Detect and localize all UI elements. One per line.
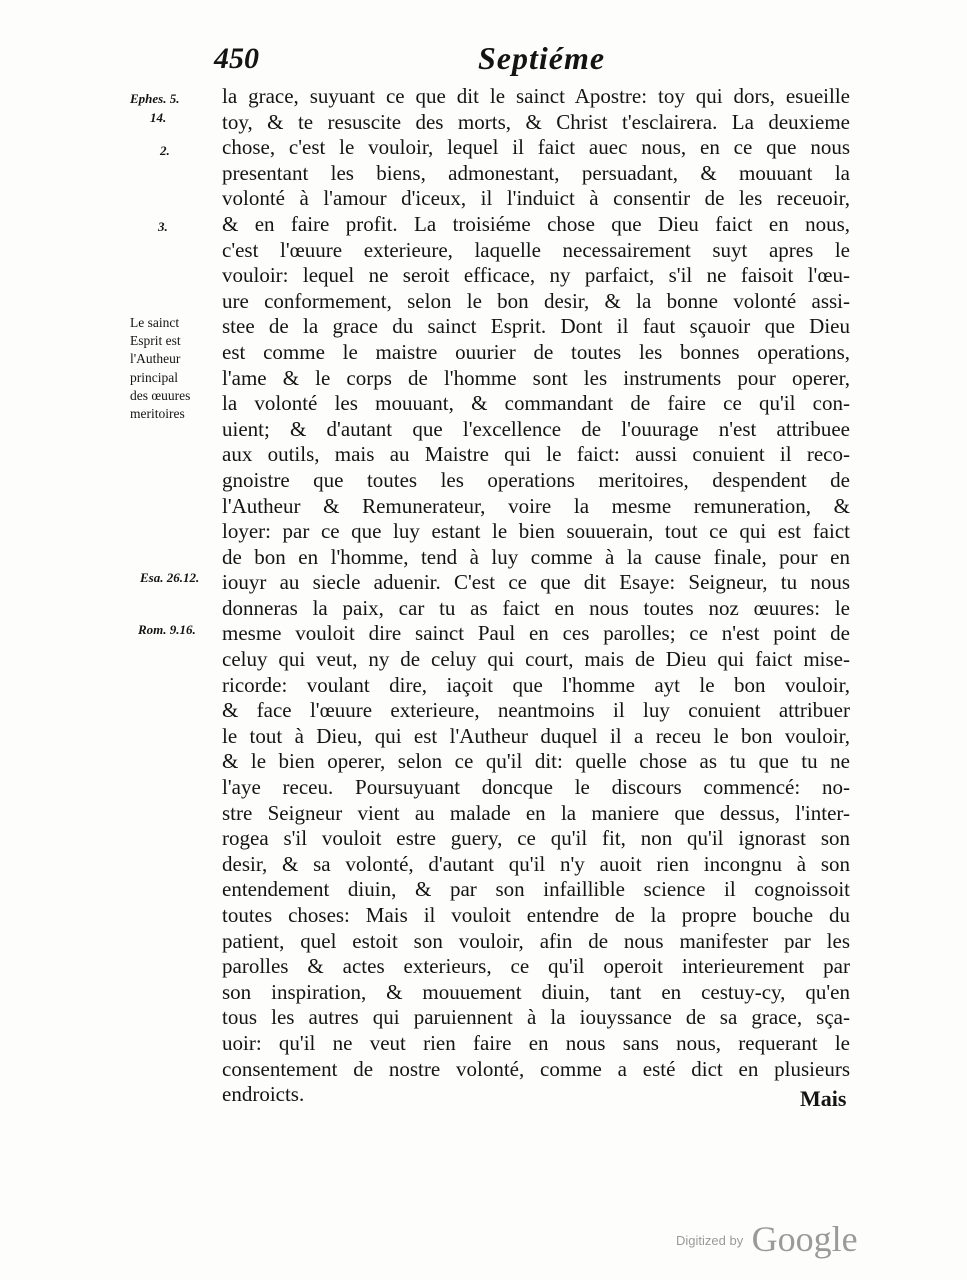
running-head: Septiéme — [478, 40, 606, 76]
text-line: aux outils, mais au Maistre qui le faict: aussi conuient il reco- — [222, 442, 850, 467]
text-line: est comme le maistre ouurier de toutes les bonnes operations, — [222, 339, 850, 364]
text-line: gnoistre que toutes les operations meritoires, despendent de — [222, 467, 850, 492]
text-line: patient, quel estoit son vouloir, afin de nous manifester par les — [222, 928, 850, 953]
text-line: endroicts. — [222, 1082, 305, 1107]
sidenote-line: principal — [130, 369, 178, 385]
text-line: ure conformement, selon le bon desir, & la bonne volonté assi- — [222, 288, 850, 313]
text-line: vouloir: lequel ne seroit efficace, ny parfaict, s'il ne faisoit l'œu- — [222, 263, 850, 288]
sidenote-line: Esprit est — [130, 333, 181, 349]
text-line: presentant les biens, admonestant, persuadant, & mouuant la — [222, 160, 850, 185]
text-line: ricorde: voulant dire, iaçoit que l'homme ayt le bon vouloir, — [222, 672, 850, 697]
text-line: desir, & sa volonté, d'autant qu'il n'y auoit rien incongnu à son — [222, 851, 850, 876]
text-line: toy, & te resuscite des morts, & Christ t'esclairera. La deuxieme — [222, 109, 850, 134]
text-line: & le bien operer, selon ce qu'il dit: quelle chose as tu que tu ne — [222, 749, 850, 774]
watermark-prefix: Digitized by — [676, 1233, 744, 1248]
text-line: loyer: par ce que luy estant le bien souuerain, tout ce qui est faict — [222, 519, 850, 544]
text-line: stee de la grace du sainct Esprit. Dont il faut sçauoir que Dieu — [222, 314, 850, 339]
text-line: toutes choses: Mais il vouloit entendre de la propre bouche du — [222, 903, 850, 927]
text-line: donneras la paix, car tu as faict en nous toutes noz œuures: le — [222, 595, 850, 620]
text-line: parolles & actes exterieurs, ce qu'il operoit interieurement par — [222, 954, 850, 979]
text-line: l'ame & le corps de l'homme sont les instruments pour operer, — [222, 365, 850, 390]
text-line: la volonté les mouuant, & commandant de faire ce qu'il con- — [222, 391, 850, 416]
text-line: c'est l'œuure exterieure, laquelle necessairement suyt apres le — [222, 237, 850, 262]
text-line: celuy qui veut, ny de celuy qui court, mais de Dieu qui faict mise- — [222, 647, 850, 672]
text-line: stre Seigneur vient au malade en la maniere que dessus, l'inter- — [222, 800, 850, 825]
catchword: Mais — [800, 1086, 847, 1111]
text-line: iouyr au siecle aduenir. C'est ce que dit Esaye: Seigneur, tu nous — [222, 570, 850, 595]
text-line: la grace, suyuant ce que dit le sainct Apostre: toy qui dors, esueille — [222, 84, 850, 108]
text-line: & en faire profit. La troisiéme chose que Dieu faict en nous, — [222, 211, 850, 236]
sidenote-line: Le sainct — [130, 315, 180, 330]
margin-ref-romans: Rom. 9.16. — [138, 622, 196, 637]
marginal-sidenote — [130, 314, 216, 423]
text-line: uoir: qu'il ne veut rien faire en nous sans nous, requerant le — [222, 1030, 850, 1055]
digitization-watermark — [676, 1218, 858, 1260]
text-line: l'Autheur & Remunerateur, voire la mesme remuneration, & — [222, 493, 850, 518]
text-line: uient; & d'autant que l'excellence de l'ouurage n'est attribuee — [222, 416, 850, 441]
text-line: consentement de nostre volonté, comme a esté dict en plusieurs — [222, 1056, 850, 1081]
text-line: l'aye receu. Poursuyuant doncque le discours commencé: no- — [222, 775, 850, 800]
page-number: 450 — [214, 42, 259, 75]
text-line: tous les autres qui paruiennent à la iouyssance de sa grace, sça- — [222, 1005, 850, 1030]
body-text — [222, 84, 850, 1108]
text-line: entendement diuin, & par son infaillible science il cognoissoit — [222, 877, 850, 902]
text-line: le tout à Dieu, qui est l'Autheur duquel il a receu le bon vouloir, — [222, 723, 850, 748]
margin-ref-ephesians: Ephes. 5. — [130, 91, 180, 106]
text-line: mesme vouloit dire sainct Paul en ces parolles; ce n'est point de — [222, 621, 850, 646]
google-logo: Google — [751, 1219, 858, 1259]
margin-ref-number-two: 2. — [160, 143, 170, 158]
text-line: de bon en l'homme, tend à luy comme à la cause finale, pour en — [222, 544, 850, 569]
sidenote-line: des œuures — [130, 387, 191, 403]
margin-ref-number-three: 3. — [158, 219, 168, 234]
text-line: rogea s'il vouloit estre guery, ce qu'il fit, non qu'il ignorast son — [222, 826, 850, 851]
text-line: son inspiration, & mouuement diuin, tant en cestuy-cy, qu'en — [222, 979, 850, 1004]
sidenote-line: meritoires — [130, 406, 185, 422]
text-line: chose, c'est le vouloir, lequel il faict auec nous, en ce que nous — [222, 135, 850, 160]
margin-ref-isaiah: Esa. 26.12. — [140, 570, 200, 585]
text-line: & face l'œuure exterieure, neantmoins il luy conuient attribuer — [222, 698, 850, 723]
sidenote-line: l'Autheur — [130, 351, 181, 367]
margin-ref-verse: 14. — [150, 110, 167, 125]
text-line: volonté à l'amour d'iceux, il l'induict à consentir de les receuoir, — [222, 186, 850, 211]
page-header — [210, 42, 850, 82]
